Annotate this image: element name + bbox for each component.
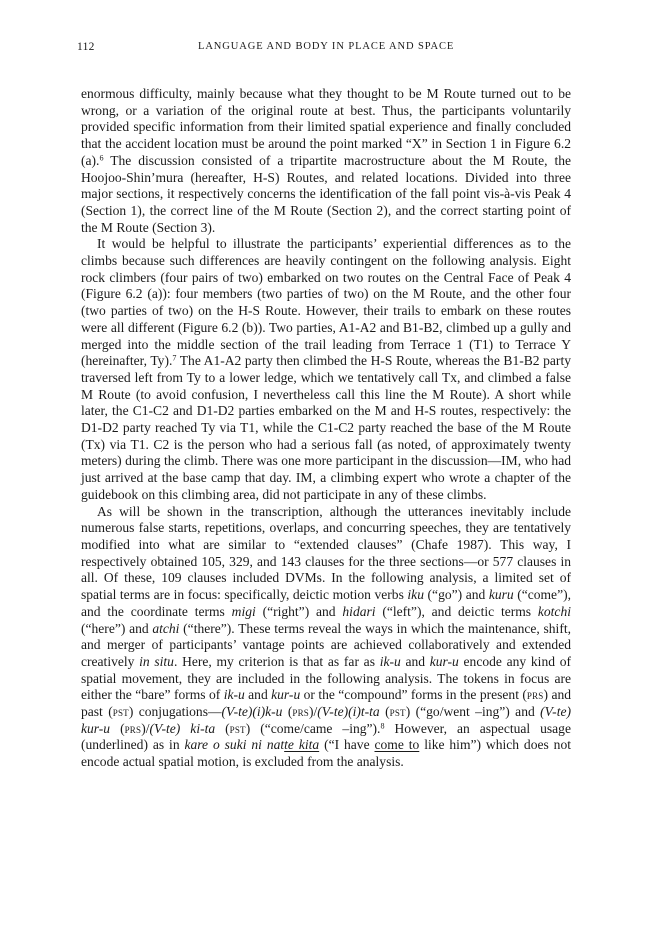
text-run: However, an aspectual usage (underlined) as in	[81, 720, 571, 753]
term-kotchi: kotchi	[537, 603, 571, 619]
paragraph-1-text-a: enormous difficulty, mainly because what they thought to be M Route turned out to be wrong, or a variation of the original route at best. Thus, the participants voluntarily provided specific information from their limited spatial experience and finally concluded that the accident location must be around the point marked “X” in Section 1 in Figure 6.2 (a).	[81, 86, 571, 168]
gloss-pst: pst	[112, 705, 129, 720]
text-run: (	[282, 704, 293, 720]
paragraph-2-text-a: It would be helpful to illustrate the participants’ experiential differences as to the climbs because such differences are heavily contingent on the following analysis. Eight rock climbers (four pairs of two) embarked on two routes on the Central Face of Peak 4 (Figure 6.2 (a)): four members (two parties of two) on the M Route, and the other four (two parties of two) on the H-S Route. However, their trails to embark on these routes were all different (Figure 6.2 (b)). Two parties, A1-A2 and B1-B2, climbed up a gully and merged into the middle section of the trail leading from Terrace 1 (T1) to Terrace Y (hereinafter, Ty).	[81, 236, 571, 369]
example-phrase-part: kare o suki ni nat	[184, 737, 285, 753]
text-run: ) conjugations—	[128, 704, 222, 720]
text-run: )/	[308, 704, 318, 720]
text-run: (“here”) and	[81, 620, 153, 636]
term-kuru: kuru	[488, 587, 514, 603]
form-v-te-ki-ta: (V-te) ki-ta	[149, 720, 216, 736]
text-run: like him”) which does not encode actual spatial motion, is excluded from the analysis.	[81, 737, 571, 770]
text-run: (“there”). These terms reveal the ways in which the maintenance, shift, and merger of participants’ vantage points are achieved collaboratively and extended creatively	[81, 620, 571, 669]
text-run: ) (“come/came –ing”).	[245, 720, 381, 736]
text-run: or the “compound” forms in the present (	[300, 687, 527, 703]
text-run: (	[215, 720, 230, 736]
term-ik-u: ik-u	[379, 653, 401, 669]
example-phrase	[185, 737, 320, 752]
term-iku: iku	[407, 587, 424, 603]
text-run: (“I have	[319, 737, 375, 753]
paragraph-3	[81, 504, 571, 771]
term-atchi: atchi	[152, 620, 180, 636]
gloss-prs: prs	[124, 721, 142, 736]
text-run: ) (“go/went –ing”) and	[405, 704, 541, 720]
form-v-te-i-t-ta: (V-te)(i)t-ta	[317, 704, 380, 720]
paragraph-2-text-b: The A1-A2 party then climbed the H-S Route, whereas the B1-B2 party traversed left from Ty to a lower ledge, which we tentatively call Tx, and climbed a false M Route (to avoid confusion, I nevertheless call this line the M Route). A short while later, the C1-C2 and D1-D2 parties embarked on the M and H-S routes, respectively: the D1-D2 party reached Ty via T1, while the C1-C2 party reached the base of the M Route (Tx) via T1. C2 is the person who had a serious fall (as noted, of approximately twenty meters) during the climb. There was one more participant in the discussion—IM, who had just arrived at the base camp that day. IM, a climbing expert who wrote a chapter of the guidebook on this climbing area, did not participate in any of these climbs.	[81, 353, 571, 502]
gloss-prs: prs	[292, 705, 309, 720]
footnote-ref-8[interactable]: 8	[380, 721, 385, 731]
term-hidari: hidari	[342, 603, 376, 619]
paragraph-1-text-b: The discussion consisted of a tripartite macrostructure about the M Route, the Hoojoo-Shin’mura (hereafter, H-S) Routes, and related locations. Divided into three major sections, it respectively concerns the identification of the fall point vis-à-vis Peak 4 (Section 1), the correct line of the M Route (Section 2), and the correct starting point of the M Route (Section 3).	[81, 152, 571, 235]
text-run: . Here, my criterion is that as far as	[173, 653, 380, 669]
term-migi: migi	[231, 603, 256, 619]
page-header	[0, 41, 650, 57]
paragraph-1	[81, 86, 571, 236]
text-run: (“go”) and	[423, 587, 489, 603]
page-number: 112	[77, 41, 95, 53]
footnote-ref-7[interactable]: 7	[172, 353, 177, 363]
term-kur-u: kur-u	[429, 653, 459, 669]
text-run: (“left”), and deictic terms	[375, 603, 538, 619]
gloss-underlined: come to	[374, 737, 420, 753]
gloss-prs: prs	[526, 688, 544, 703]
form-v-te-i-k-u: (V-te)(i)k-u	[221, 704, 283, 720]
text-run: and	[244, 687, 272, 703]
term-in-situ: in situ	[139, 653, 174, 669]
text-run: (“come”), and the coordinate terms	[81, 587, 571, 619]
paragraph-2	[81, 236, 571, 503]
term-kur-u: kur-u	[271, 687, 301, 703]
form-v-te-kur-u: (V-te) kur-u	[81, 704, 571, 736]
text-run: As will be shown in the transcription, although the utterances inevitably include numerous false starts, repetitions, overlaps, and concurring speeches, they are tentatively modified into what are similar to “extended clauses” (Chafe 1987). This way, I respectively obtained 105, 329, and 143 clauses for the three sections—or 577 clauses in all. Of these, 109 clauses included DVMs. In the following analysis, a limited set of spatial terms are in focus: specifically, deictic motion verbs	[81, 503, 571, 603]
text-run: (	[110, 720, 125, 736]
running-head: LANGUAGE AND BODY IN PLACE AND SPACE	[198, 41, 455, 52]
example-underlined: te kita	[284, 737, 320, 753]
gloss-pst: pst	[389, 705, 406, 720]
text-run: and	[400, 653, 430, 669]
text-run: (“right”) and	[255, 603, 343, 619]
text-run: (	[379, 704, 390, 720]
body-text	[81, 86, 571, 771]
gloss-pst: pst	[229, 721, 246, 736]
text-run: )/	[141, 720, 150, 736]
text-run: encode any kind of spatial movement, they are included in the following analysis. The tokens in focus are either the “bare” forms of	[81, 653, 571, 703]
footnote-ref-6[interactable]: 6	[99, 153, 104, 163]
term-ik-u: ik-u	[223, 687, 245, 703]
text-run: ) and past (	[81, 687, 571, 720]
